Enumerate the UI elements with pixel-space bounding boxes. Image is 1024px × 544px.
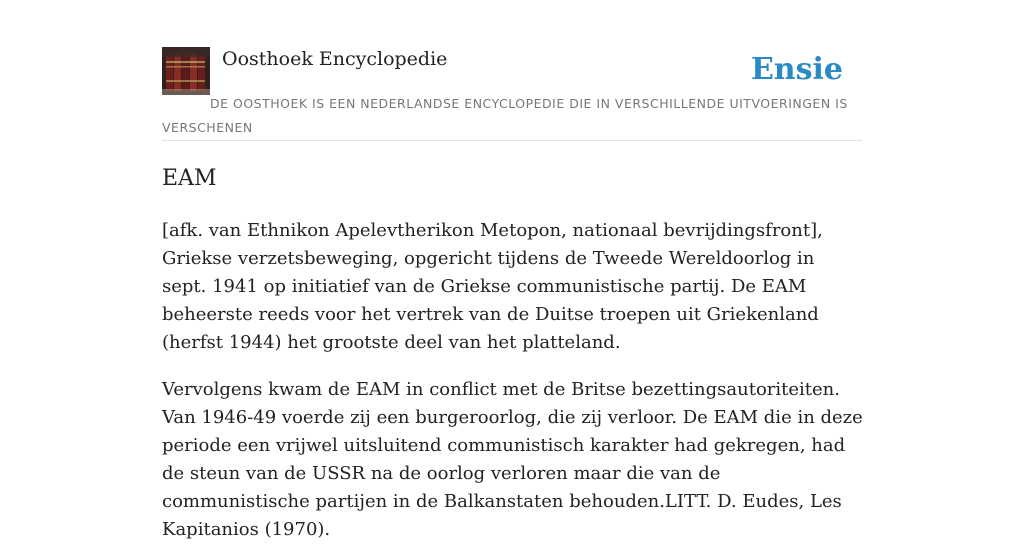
site-header bbox=[162, 45, 862, 141]
encyclopedia-books-avatar[interactable] bbox=[162, 47, 210, 95]
books-icon bbox=[162, 47, 210, 95]
article-paragraph-1: [afk. van Ethnikon Apelevtherikon Metopon, nationaal bevrijdingsfront], Griekse verzetsbeweging, opgericht tijdens de Tweede Wereldoorlog in sept. 1941 op initiatief van de Griekse communistische partij. De EAM beheerste reeds voor het vertrek van de Duitse troepen uit Griekenland (herfst 1944) het grootste deel van het platteland. bbox=[162, 220, 823, 353]
article-paragraph-2: Vervolgens kwam de EAM in conflict met de Britse bezettingsautoriteiten. Van 1946-49 voerde zij een burgeroorlog, die zij verloor. De EAM die in deze periode een vrijwel uitsluitend communistisch karakter had gekregen, had de steun van de USSR na de oorlog verloren maar die van de communistische partijen in de Balkanstaten behouden.LITT. D. Eudes, Les Kapitanios (1970). bbox=[162, 379, 863, 540]
ensie-logo[interactable]: Ensie bbox=[750, 52, 843, 87]
site-name[interactable]: Oosthoek Encyclopedie bbox=[222, 48, 448, 70]
article-title: EAM bbox=[162, 166, 217, 191]
article bbox=[162, 158, 864, 544]
site-tagline: DE OOSTHOEK IS EEN NEDERLANDSE ENCYCLOPEDIE DIE IN VERSCHILLENDE UITVOERINGEN IS VERSCHENEN bbox=[162, 96, 848, 135]
